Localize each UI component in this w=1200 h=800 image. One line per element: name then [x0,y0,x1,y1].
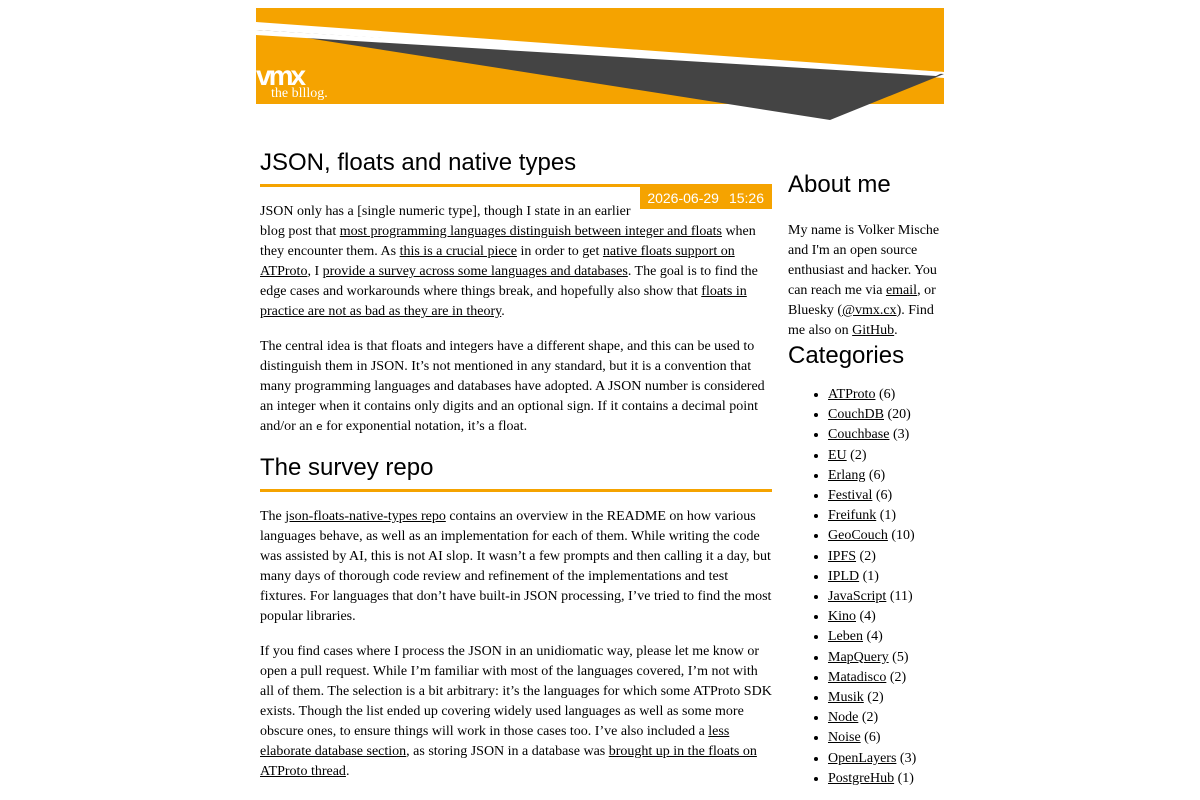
category-count: (11) [889,589,913,605]
category-count: (2) [850,447,867,463]
category-count: (2) [861,710,879,726]
category-count: (3) [899,750,917,766]
category-count: (5) [892,649,909,665]
categories-list [788,385,948,789]
link-integer-floats-post[interactable]: most programming languages distinguish between integer and floats [339,224,722,239]
category-item [828,769,948,789]
category-item [828,627,948,647]
category-count: (2) [889,669,907,685]
text: . [501,304,505,319]
category-link[interactable]: Node [828,710,859,726]
category-item [828,728,948,748]
site-header [256,8,944,120]
category-count: (2) [867,690,884,706]
paragraph-central-idea [260,337,772,437]
category-count: (6) [864,730,881,746]
link-survey[interactable]: provide a survey across some languages and databases [322,264,628,279]
link-native-floats-atproto[interactable]: native floats support on ATProto [260,244,735,279]
header-banner-graphic [256,8,944,120]
category-item [828,547,948,567]
text: If you find cases where I process the JSON in an unidiomatic way, please let me know or open a pull request. While I’m familiar with most of the languages covered, I’m not with all of them. The selection is a bit arbitrary: it’s the languages for which some ATProto SDK exists. Though the list ended up covering widely used languages as well as some more obscure ones, to ensure things will work in those cases too. I’ve also included a [260,644,772,739]
category-item [828,587,948,607]
category-item [828,688,948,708]
category-count: (20) [887,407,911,423]
category-item [828,607,948,627]
text: ). Find me also on [788,303,934,338]
paragraph-intro [260,202,772,322]
category-link[interactable]: Freifunk [828,508,877,524]
category-item [828,425,948,445]
category-count: (1) [879,508,897,524]
category-link[interactable]: MapQuery [828,649,889,665]
category-link[interactable]: IPLD [828,568,860,584]
category-item [828,466,948,486]
text: . The goal is to find the edge cases and workarounds where things break, and hopefully also show that [260,264,758,299]
text: The [260,509,286,524]
category-link[interactable]: CouchDB [828,407,884,423]
section-heading-survey-repo: The survey repo [260,453,772,492]
text: for exponential notation, it’s a float. [322,419,528,434]
category-count: (6) [878,387,896,402]
category-link[interactable]: Couchbase [828,427,890,443]
category-link[interactable]: Noise [828,730,861,746]
link-floats-in-practice[interactable]: floats in practice are not as bad as they are in theory [260,284,747,319]
text: JSON only has a [single numeric type], though I state in an earlier blog post that [260,204,631,239]
category-link[interactable]: Kino [828,609,856,625]
category-count: (4) [866,629,883,645]
text: when they encounter them. As [260,224,756,259]
category-item [828,749,948,769]
text: . [345,764,350,779]
category-item [828,567,948,587]
post-title: JSON, floats and native types [260,148,772,187]
category-link[interactable]: Erlang [828,467,866,483]
category-count: (6) [868,467,886,483]
category-link[interactable]: ATProto [828,387,876,402]
text: . [894,323,898,338]
category-count: (10) [891,528,915,544]
category-item [828,526,948,546]
link-database-section[interactable]: less elaborate database section [260,724,730,759]
category-count: (1) [897,770,914,786]
category-item [828,405,948,425]
category-item [828,385,948,405]
post-meta [640,187,772,209]
text: My name is Volker Mische and I'm an open source enthusiast and hacker. You can reach me via [788,223,940,298]
category-link[interactable]: Musik [828,690,864,706]
about-title: About me [788,171,891,198]
paragraph-repo [260,507,772,627]
site-tagline: the blllog. [271,86,328,101]
text: The central idea is that floats and integers have a different shape, and this can be used to distinguish them in JSON. It’s not mentioned in any standard, but it is a convention that many programming languages and databases have adopted. A JSON number is considered an integer when it contains only digits and an optional sign. If it contains a decimal point and/or an [260,339,765,434]
inline-code: e [315,420,323,433]
email-link[interactable]: email [885,283,918,298]
text: , I [307,264,323,279]
paragraph-feedback [260,642,772,782]
sidebar [788,170,948,789]
post-date: 2026-06-29 [647,190,719,206]
category-link[interactable]: Matadisco [828,669,887,685]
category-link[interactable]: OpenLayers [828,750,897,766]
category-count: (2) [859,548,876,564]
github-link[interactable]: GitHub [852,323,895,338]
bluesky-link[interactable]: @vmx.cx [842,303,897,318]
category-link[interactable]: EU [828,447,847,463]
site-logo[interactable]: vmx [256,60,304,91]
category-link[interactable]: GeoCouch [828,528,888,544]
text: in order to get [516,244,603,259]
category-item [828,708,948,728]
category-link[interactable]: IPFS [828,548,857,564]
category-count: (4) [859,609,876,625]
link-crucial-piece[interactable]: this is a crucial piece [399,244,517,259]
category-link[interactable]: Festival [828,488,873,504]
text: contains an overview in the README on how various languages behave, as well as an implementation for each of them. While writing the code was assisted by AI, this is not AI slop. It wasn’t a few prompts and then calling it a day, but many days of thorough code review and refinement of the implementations and test fixtures. For languages that don’t have built-in JSON processing, I’ve tried to find the most popular libraries. [260,509,772,624]
category-item [828,668,948,688]
text: , or Bluesky ( [788,283,936,318]
text: , as storing JSON in a database was [406,744,609,759]
post-time: 15:26 [728,190,764,206]
link-atproto-thread[interactable]: brought up in the floats on ATProto thread [260,744,757,779]
category-link[interactable]: JavaScript [828,589,887,605]
category-count: (1) [862,568,879,584]
category-count: (6) [875,488,893,504]
category-link[interactable]: Leben [828,629,863,645]
category-link[interactable]: PostgreHub [828,770,895,786]
category-item [828,648,948,668]
article [260,148,772,782]
about-text [788,221,948,341]
category-item [828,506,948,526]
link-repo[interactable]: json-floats-native-types repo [285,509,446,524]
category-count: (3) [892,427,910,443]
category-item [828,446,948,466]
categories-title: Categories [788,342,905,369]
category-item [828,486,948,506]
